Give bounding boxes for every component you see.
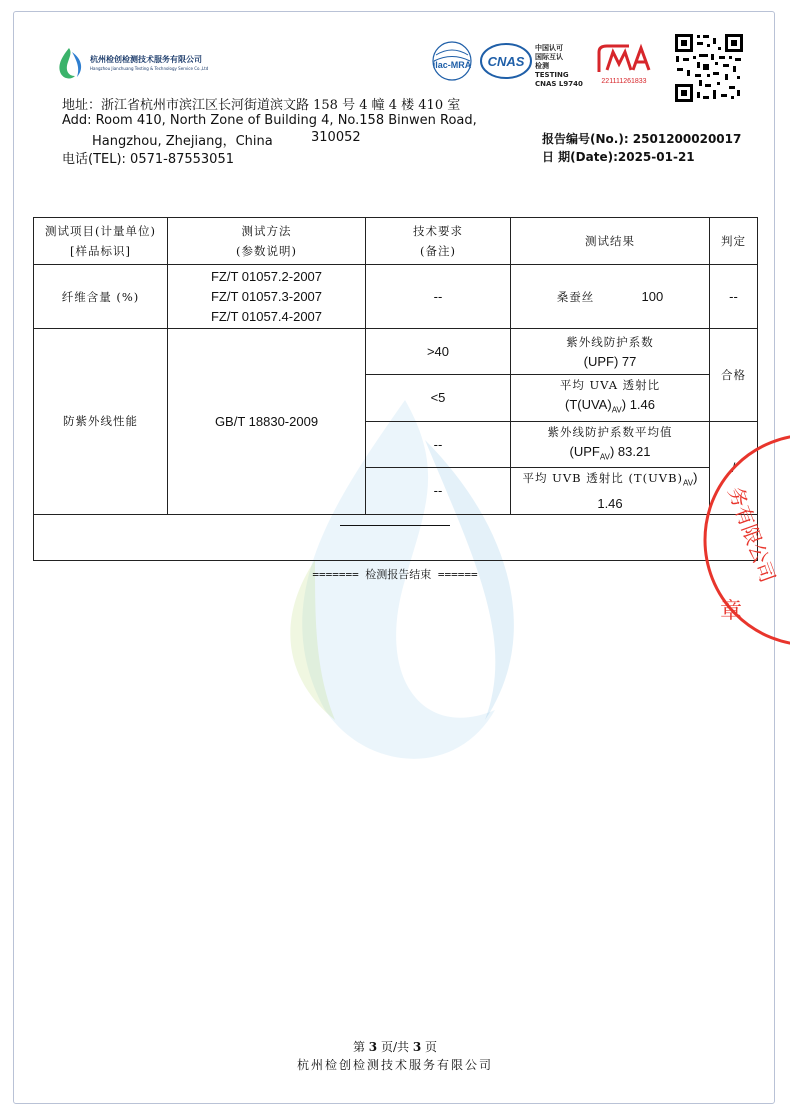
uv-result-1-label: 紫外线防护系数 bbox=[566, 334, 654, 349]
address-en-line-2: Hangzhou, Zhejiang，China bbox=[92, 134, 273, 149]
telephone: 电话(TEL): 0571-87553051 bbox=[62, 152, 234, 167]
uv-result-1-param: (UPF) bbox=[583, 353, 619, 369]
ilac-mra-logo bbox=[426, 40, 478, 82]
signature-line bbox=[340, 525, 450, 526]
uv-requirement-4: -- bbox=[366, 468, 511, 515]
report-end-marker: ======= 检测报告结束 ====== bbox=[312, 568, 478, 581]
uv-result-2-label: 平均 UVA 透射比 bbox=[559, 378, 661, 392]
uv-result-3-sub: AV bbox=[599, 452, 610, 462]
fiber-methods bbox=[168, 265, 366, 329]
header-judgement: 判定 bbox=[710, 218, 758, 265]
uv-result-4-sub: AV bbox=[683, 478, 694, 488]
header-requirement-line-1: 技术要求 bbox=[413, 224, 463, 238]
report-number: 报告编号(No.): 2501200020017 bbox=[542, 132, 742, 146]
header-result: 测试结果 bbox=[511, 218, 710, 265]
fiber-result-value: 100 bbox=[641, 288, 664, 304]
uv-result-3-label: 紫外线防护系数平均值 bbox=[547, 424, 673, 439]
cnas-line-4: TESTING bbox=[535, 71, 569, 79]
page-indicator bbox=[0, 1038, 790, 1055]
uv-result-2-sub: AV bbox=[611, 405, 622, 415]
cma-number: 221111261833 bbox=[601, 78, 647, 85]
cnas-description bbox=[535, 44, 583, 89]
page-prefix: 第 bbox=[352, 1040, 365, 1054]
header-test-method bbox=[168, 218, 366, 265]
header-requirement-line-2: (备注) bbox=[420, 244, 456, 258]
uv-result-2 bbox=[511, 375, 710, 422]
header-test-method-line-2: (参数说明) bbox=[236, 244, 297, 258]
table-header-row bbox=[34, 218, 758, 265]
results-table bbox=[33, 217, 758, 561]
page-suffix: 页 bbox=[425, 1040, 438, 1054]
cnas-line-3: 检测 bbox=[535, 62, 549, 70]
table-row-fiber bbox=[34, 265, 758, 329]
page-total: 3 bbox=[412, 1040, 422, 1054]
qr-code-icon[interactable] bbox=[673, 32, 745, 104]
blank-cell bbox=[34, 514, 758, 560]
header-test-item-line-2: [样品标识] bbox=[70, 244, 131, 258]
fiber-method-1: FZ/T 01057.2-2007 bbox=[210, 268, 323, 284]
page-mid: 页/共 bbox=[380, 1040, 410, 1054]
uv-result-4-value: 1.46 bbox=[597, 495, 623, 511]
uv-method: GB/T 18830-2009 bbox=[168, 329, 366, 515]
page-current: 3 bbox=[368, 1040, 378, 1054]
fiber-item: 纤维含量 (%) bbox=[34, 265, 168, 329]
cnas-line-2: 国际互认 bbox=[535, 53, 563, 61]
fiber-result-name: 桑蚕丝 bbox=[556, 289, 595, 304]
uv-requirement-2: <5 bbox=[366, 375, 511, 422]
header-test-method-line-1: 测试方法 bbox=[241, 224, 292, 238]
fiber-judgement: -- bbox=[710, 265, 758, 329]
uv-result-4 bbox=[511, 468, 710, 515]
address-cn: 地址：浙江省杭州市滨江区长河街道滨文路 158 号 4 幢 4 楼 410 室 bbox=[62, 98, 461, 113]
postal-code: 310052 bbox=[311, 130, 361, 145]
uv-result-3-param: (UPF bbox=[569, 443, 600, 459]
fiber-method-2: FZ/T 01057.3-2007 bbox=[210, 288, 323, 304]
header-test-item bbox=[34, 218, 168, 265]
cnas-text: CNAS bbox=[487, 54, 525, 69]
uv-result-3 bbox=[511, 421, 710, 468]
ilac-text: ilac-MRA bbox=[432, 60, 472, 70]
fiber-method-3: FZ/T 01057.4-2007 bbox=[210, 308, 323, 324]
report-date: 日 期(Date):2025-01-21 bbox=[542, 150, 695, 164]
logo-company-en: Hangzhou Jianchuang Testing & Technology Service Co.,Ltd bbox=[90, 66, 209, 71]
uv-result-4-close: ) bbox=[693, 470, 698, 486]
company-seal-stamp bbox=[700, 420, 790, 660]
table-row-uv-1 bbox=[34, 329, 758, 375]
cnas-logo bbox=[479, 40, 533, 82]
uv-requirement-1: >40 bbox=[366, 329, 511, 375]
fiber-requirement: -- bbox=[366, 265, 511, 329]
uv-result-4-label: 平均 UVB 透射比 (T(UVB) bbox=[522, 471, 684, 486]
company-logo-icon bbox=[55, 46, 85, 80]
cnas-line-5: CNAS L9740 bbox=[535, 80, 583, 88]
cma-logo bbox=[593, 42, 655, 86]
header-requirement bbox=[366, 218, 511, 265]
uv-result-1 bbox=[511, 329, 710, 375]
uv-judgement-pass: 合格 bbox=[710, 329, 758, 422]
stamp-text: 务有限公司 bbox=[723, 483, 781, 586]
uv-judgement-slash: / bbox=[710, 421, 758, 514]
address-en-line-1: Add: Room 410, North Zone of Building 4, No.158 Binwen Road, bbox=[62, 113, 477, 128]
uv-item: 防紫外线性能 bbox=[34, 329, 168, 515]
stamp-seal: 章 bbox=[720, 599, 743, 624]
footer-company: 杭州检创检测技术服务有限公司 bbox=[296, 1058, 493, 1072]
uv-result-2-param: (T(UVA) bbox=[564, 397, 612, 412]
uv-result-3-value: ) 83.21 bbox=[609, 443, 651, 459]
cnas-line-1: 中国认可 bbox=[535, 44, 563, 52]
header-test-item-line-1: 测试项目(计量单位) bbox=[45, 224, 156, 238]
logo-company-cn: 杭州检创检测技术服务有限公司 bbox=[90, 55, 202, 64]
fiber-result bbox=[511, 265, 710, 329]
uv-result-1-value: 77 bbox=[621, 353, 637, 369]
uv-result-2-value: ) 1.46 bbox=[621, 397, 656, 412]
table-blank-row bbox=[34, 514, 758, 560]
uv-requirement-3: -- bbox=[366, 421, 511, 468]
